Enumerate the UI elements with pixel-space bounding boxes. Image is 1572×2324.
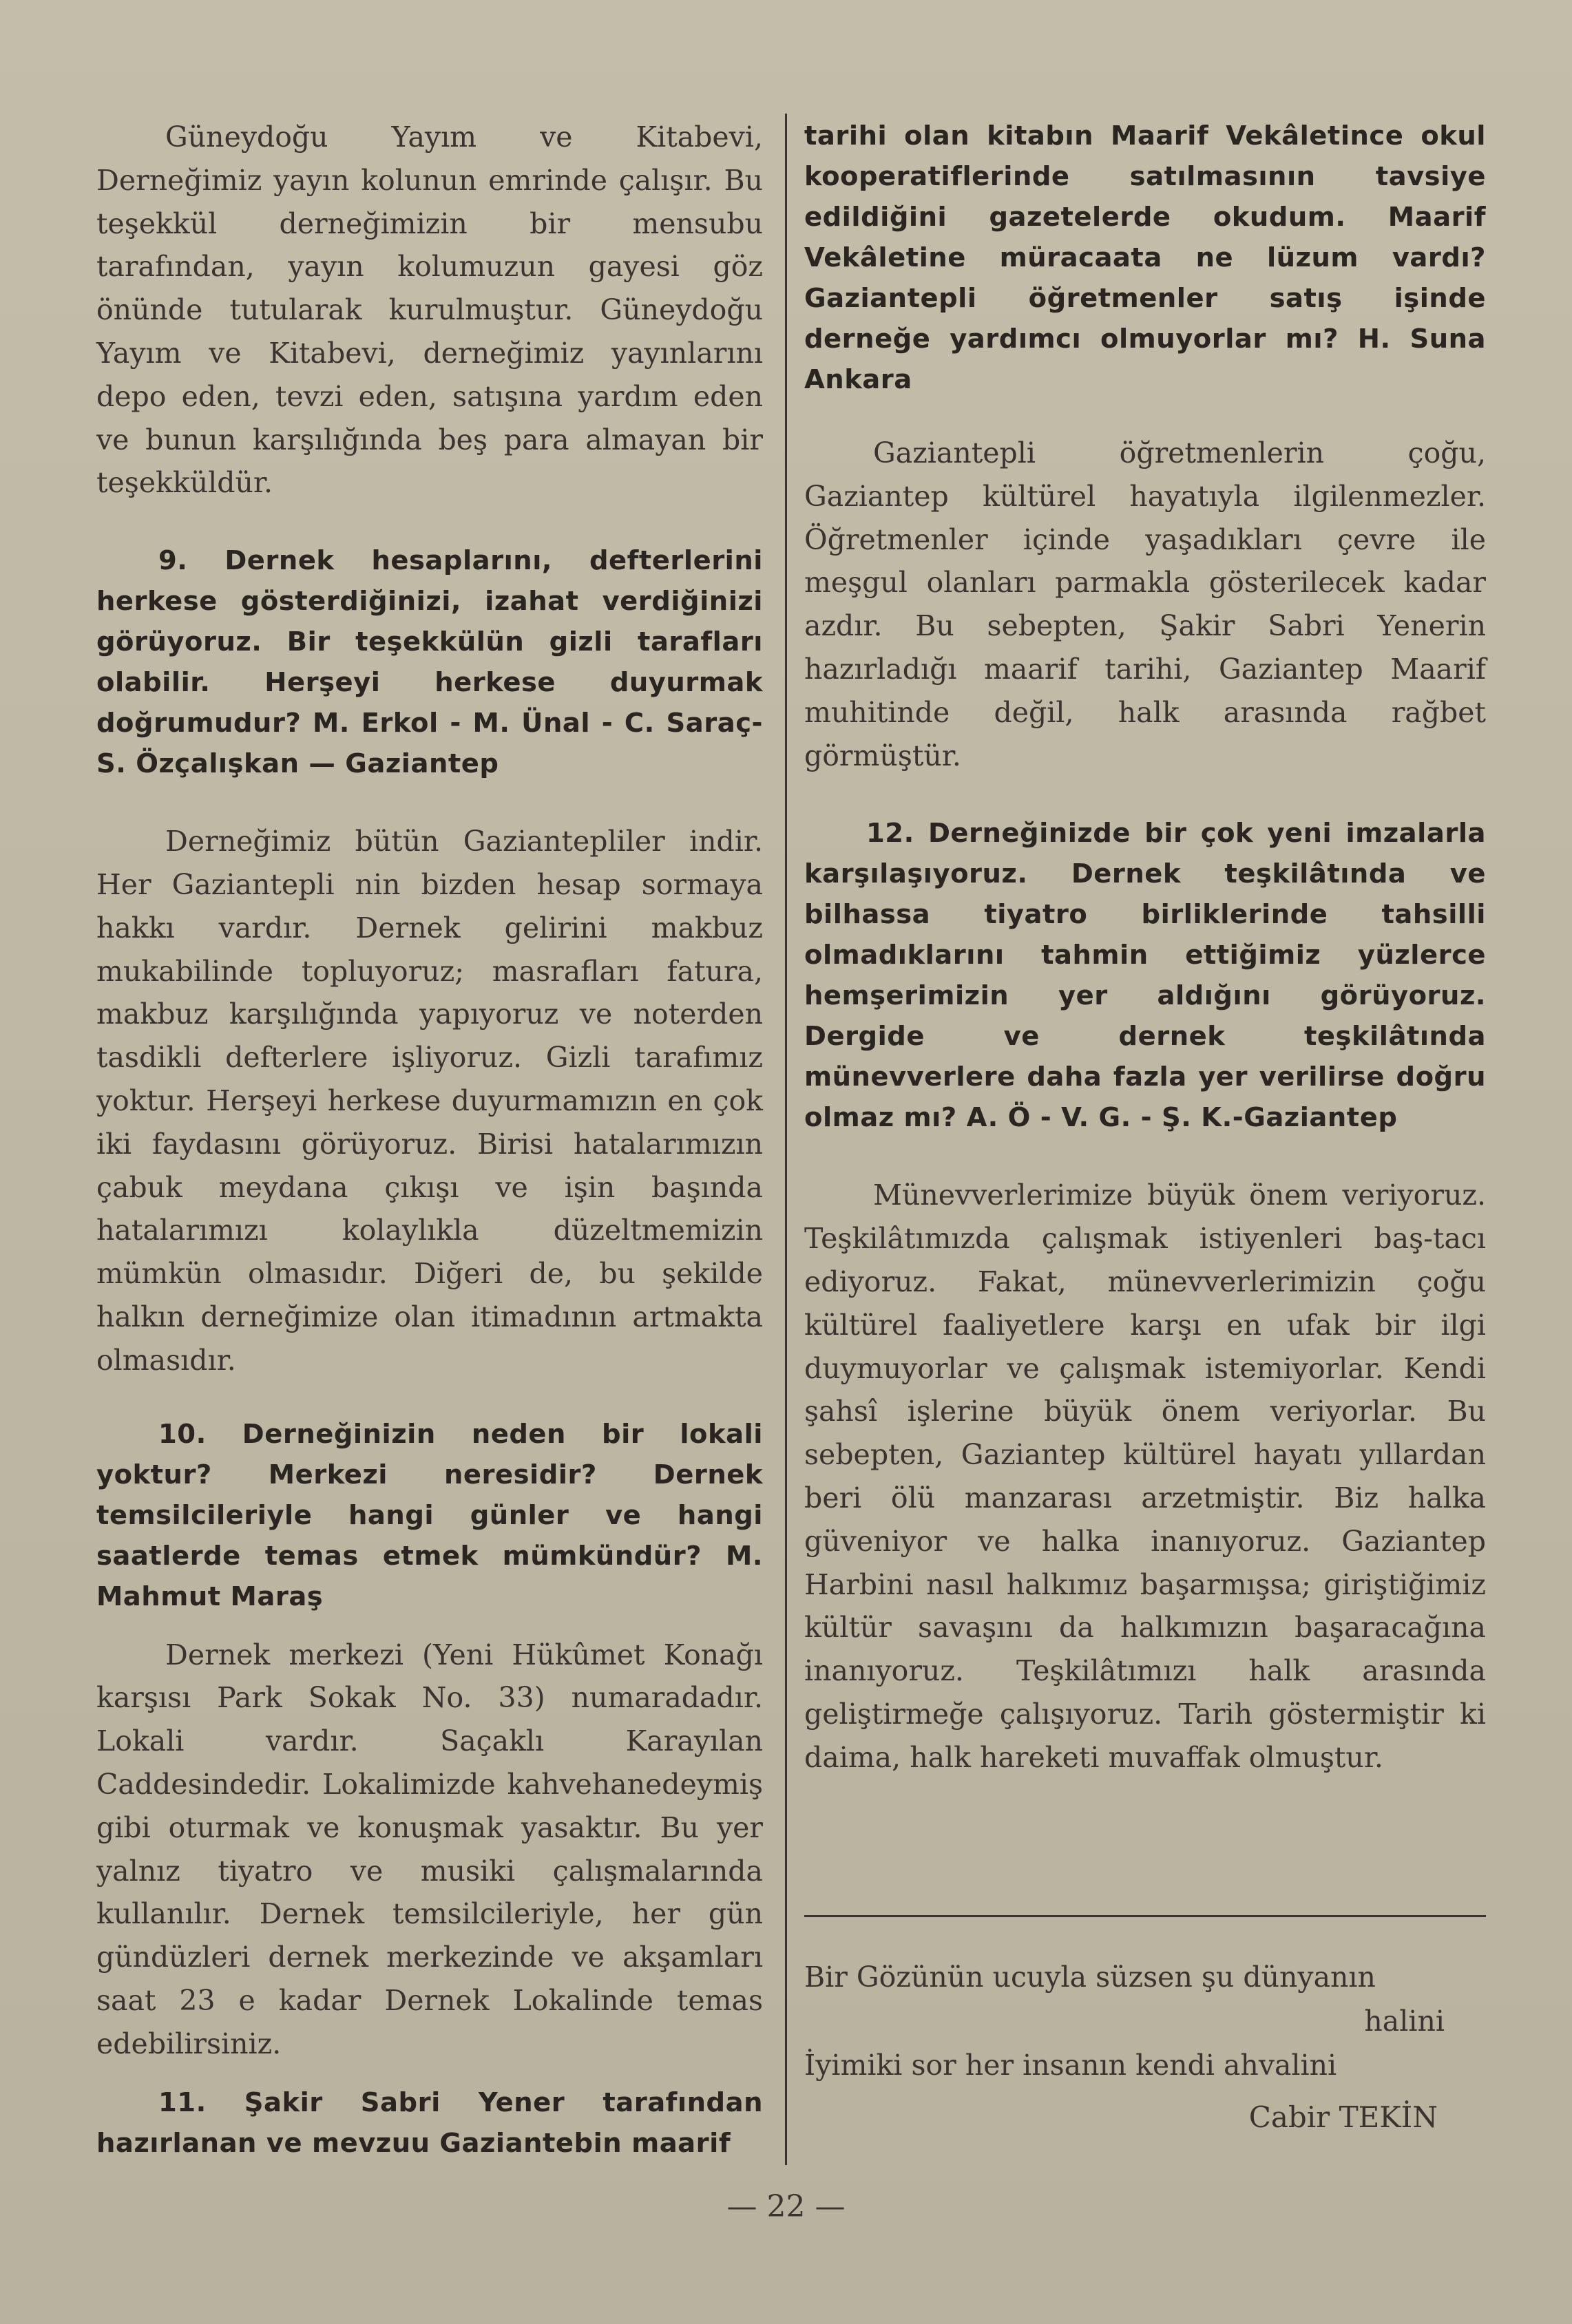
poem-line-2: İyimiki sor her insanın kendi ahvalini (804, 2049, 1337, 2082)
question-11-start: 11. Şakir Sabri Yener tarafından hazırlanan ve mevzuu Gaziantebin maarif (96, 2087, 763, 2159)
answer-10-paragraph: Dernek merkezi (Yeni Hükûmet Konağı karşısı Park Sokak No. 33) numaradadır. Lokali vardır. Saçaklı Karayılan Caddesindedir. Lokalimizde kahvehanedeymiş gibi oturmak ve konuşmak yasaktır. Bu yer yalnız tiyatro ve musiki çalışmalarında kullanılır. Dernek temsilcileriyle, her gün gündüzleri dernek merkezinde ve akşamları saat 23 e kadar Dernek Lokalinde temas edebilirsiniz. (96, 1638, 763, 2060)
poem-author: Cabir TEKİN (1248, 2100, 1438, 2134)
answer-12-paragraph: Münevverlerimize büyük önem veriyoruz. Teşkilâtımızda çalışmak istiyenleri baş-tacı ediyoruz. Fakat, münevverlerimizin çoğu kültürel faaliyetlere karşı en ufak bir ilgi duymuyorlar ve çalışmak istemiyorlar. Kendi şahsî işlerine büyük önem veriyorlar. Bu sebepten, Gaziantep kültürel hayatı yıllardan beri ölü manzarası arzetmiştir. Biz halka güveniyor ve halka inanıyoruz. Gaziantep Harbini nasıl halkımız başarmışsa; giriştiğimiz kültür savaşını da halkımızın başaracağına inanıyoruz. Teşkilâtımızı halk arasında geliştirmeğe çalışıyoruz. Tarih göstermiştir ki daima, halk hareketi muvaffak olmuştur. (804, 1179, 1486, 1774)
poem-line-1-end: halini (1364, 2005, 1445, 2038)
answer-11-paragraph: Gaziantepli öğretmenlerin çoğu, Gaziantep kültürel hayatıyla ilgilenmezler. Öğretmenler içinde yaşadıkları çevre ile meşgul olanları parmakla gösterilecek kadar azdır. Bu sebepten, Şakir Sabri Yenerin hazırladığı maarif tarihi, Gaziantep Maarif muhitinde değil, halk arasında rağbet görmüştür. (804, 436, 1486, 772)
poem (804, 1955, 1486, 2140)
left-column (96, 116, 763, 2164)
question-9: 9. Dernek hesaplarını, defterlerini herkese gösterdiğinizi, izahat verdiğinizi görüyoruz. Bir teşekkülün gizli tarafları olabilir. Herşeyi herkese duyurmak doğrumudur? M. Erkol - M. Ünal - C. Saraç-S. Özçalışkan — Gaziantep (96, 545, 763, 780)
column-divider (785, 114, 787, 2165)
question-10: 10. Derneğinizin neden bir lokali yoktur? Merkezi neresidir? Dernek temsilcileriyle hangi günler ve hangi saatlerde temas etmek mümkündür? M. Mahmut Maraş (96, 1418, 763, 1612)
poem-line-1: Bir Gözünün ucuyla süzsen şu dünyanın (804, 1961, 1376, 1994)
answer-8-paragraph: Güneydoğu Yayım ve Kitabevi, Derneğimiz yayın kolunun emrinde çalışır. Bu teşekkül derneğimizin bir mensubu tarafından, yayın kolumuzun gayesi göz önünde tutularak kurulmuştur. Güneydoğu Yayım ve Kitabevi, derneğimiz yayınlarını depo eden, tevzi eden, satışına yardım eden ve bunun karşılığında beş para almayan bir teşekküldür. (96, 120, 763, 500)
poem-separator (804, 1915, 1486, 1917)
question-12: 12. Derneğinizde bir çok yeni imzalarla karşılaşıyoruz. Dernek teşkilâtında ve bilhassa tiyatro birliklerinde tahsilli olmadıklarını tahmin ettiğimiz yüzlerce hemşerimizin yer aldığını görüyoruz. Dergide ve dernek teşkilâtında münevverlere daha fazla yer verilirse doğru olmaz mı? A. Ö - V. G. - Ş. K.-Gaziantep (804, 818, 1486, 1134)
answer-9-paragraph: Derneğimiz bütün Gaziantepliler indir. Her Gaziantepli nin bizden hesap sormaya hakkı vardır. Dernek gelirini makbuz mukabilinde topluyoruz; masrafları fatura, makbuz karşılığında yapıyoruz ve noterden tasdikli defterlere işliyoruz. Gizli tarafımız yoktur. Herşeyi herkese duyurmamızın en çok iki faydasını görüyoruz. Birisi hatalarımızın çabuk meydana çıkışı ve işin başında hatalarımızı kolaylıkla düzeltmemizin mümkün olmasıdır. Diğeri de, bu şekilde halkın derneğimize olan itimadının artmakta olmasıdır. (96, 825, 763, 1377)
page-number: — 22 — (726, 2189, 846, 2224)
right-column (804, 116, 1486, 1779)
question-11-continued: tarihi olan kitabın Maarif Vekâletince okul kooperatiflerinde satılmasının tavsiye edildiğini gazetelerde okudum. Maarif Vekâletine müracaata ne lüzum vardı? Gaziantepli öğretmenler satış işinde derneğe yardımcı olmuyorlar mı? H. Suna Ankara (804, 120, 1486, 395)
